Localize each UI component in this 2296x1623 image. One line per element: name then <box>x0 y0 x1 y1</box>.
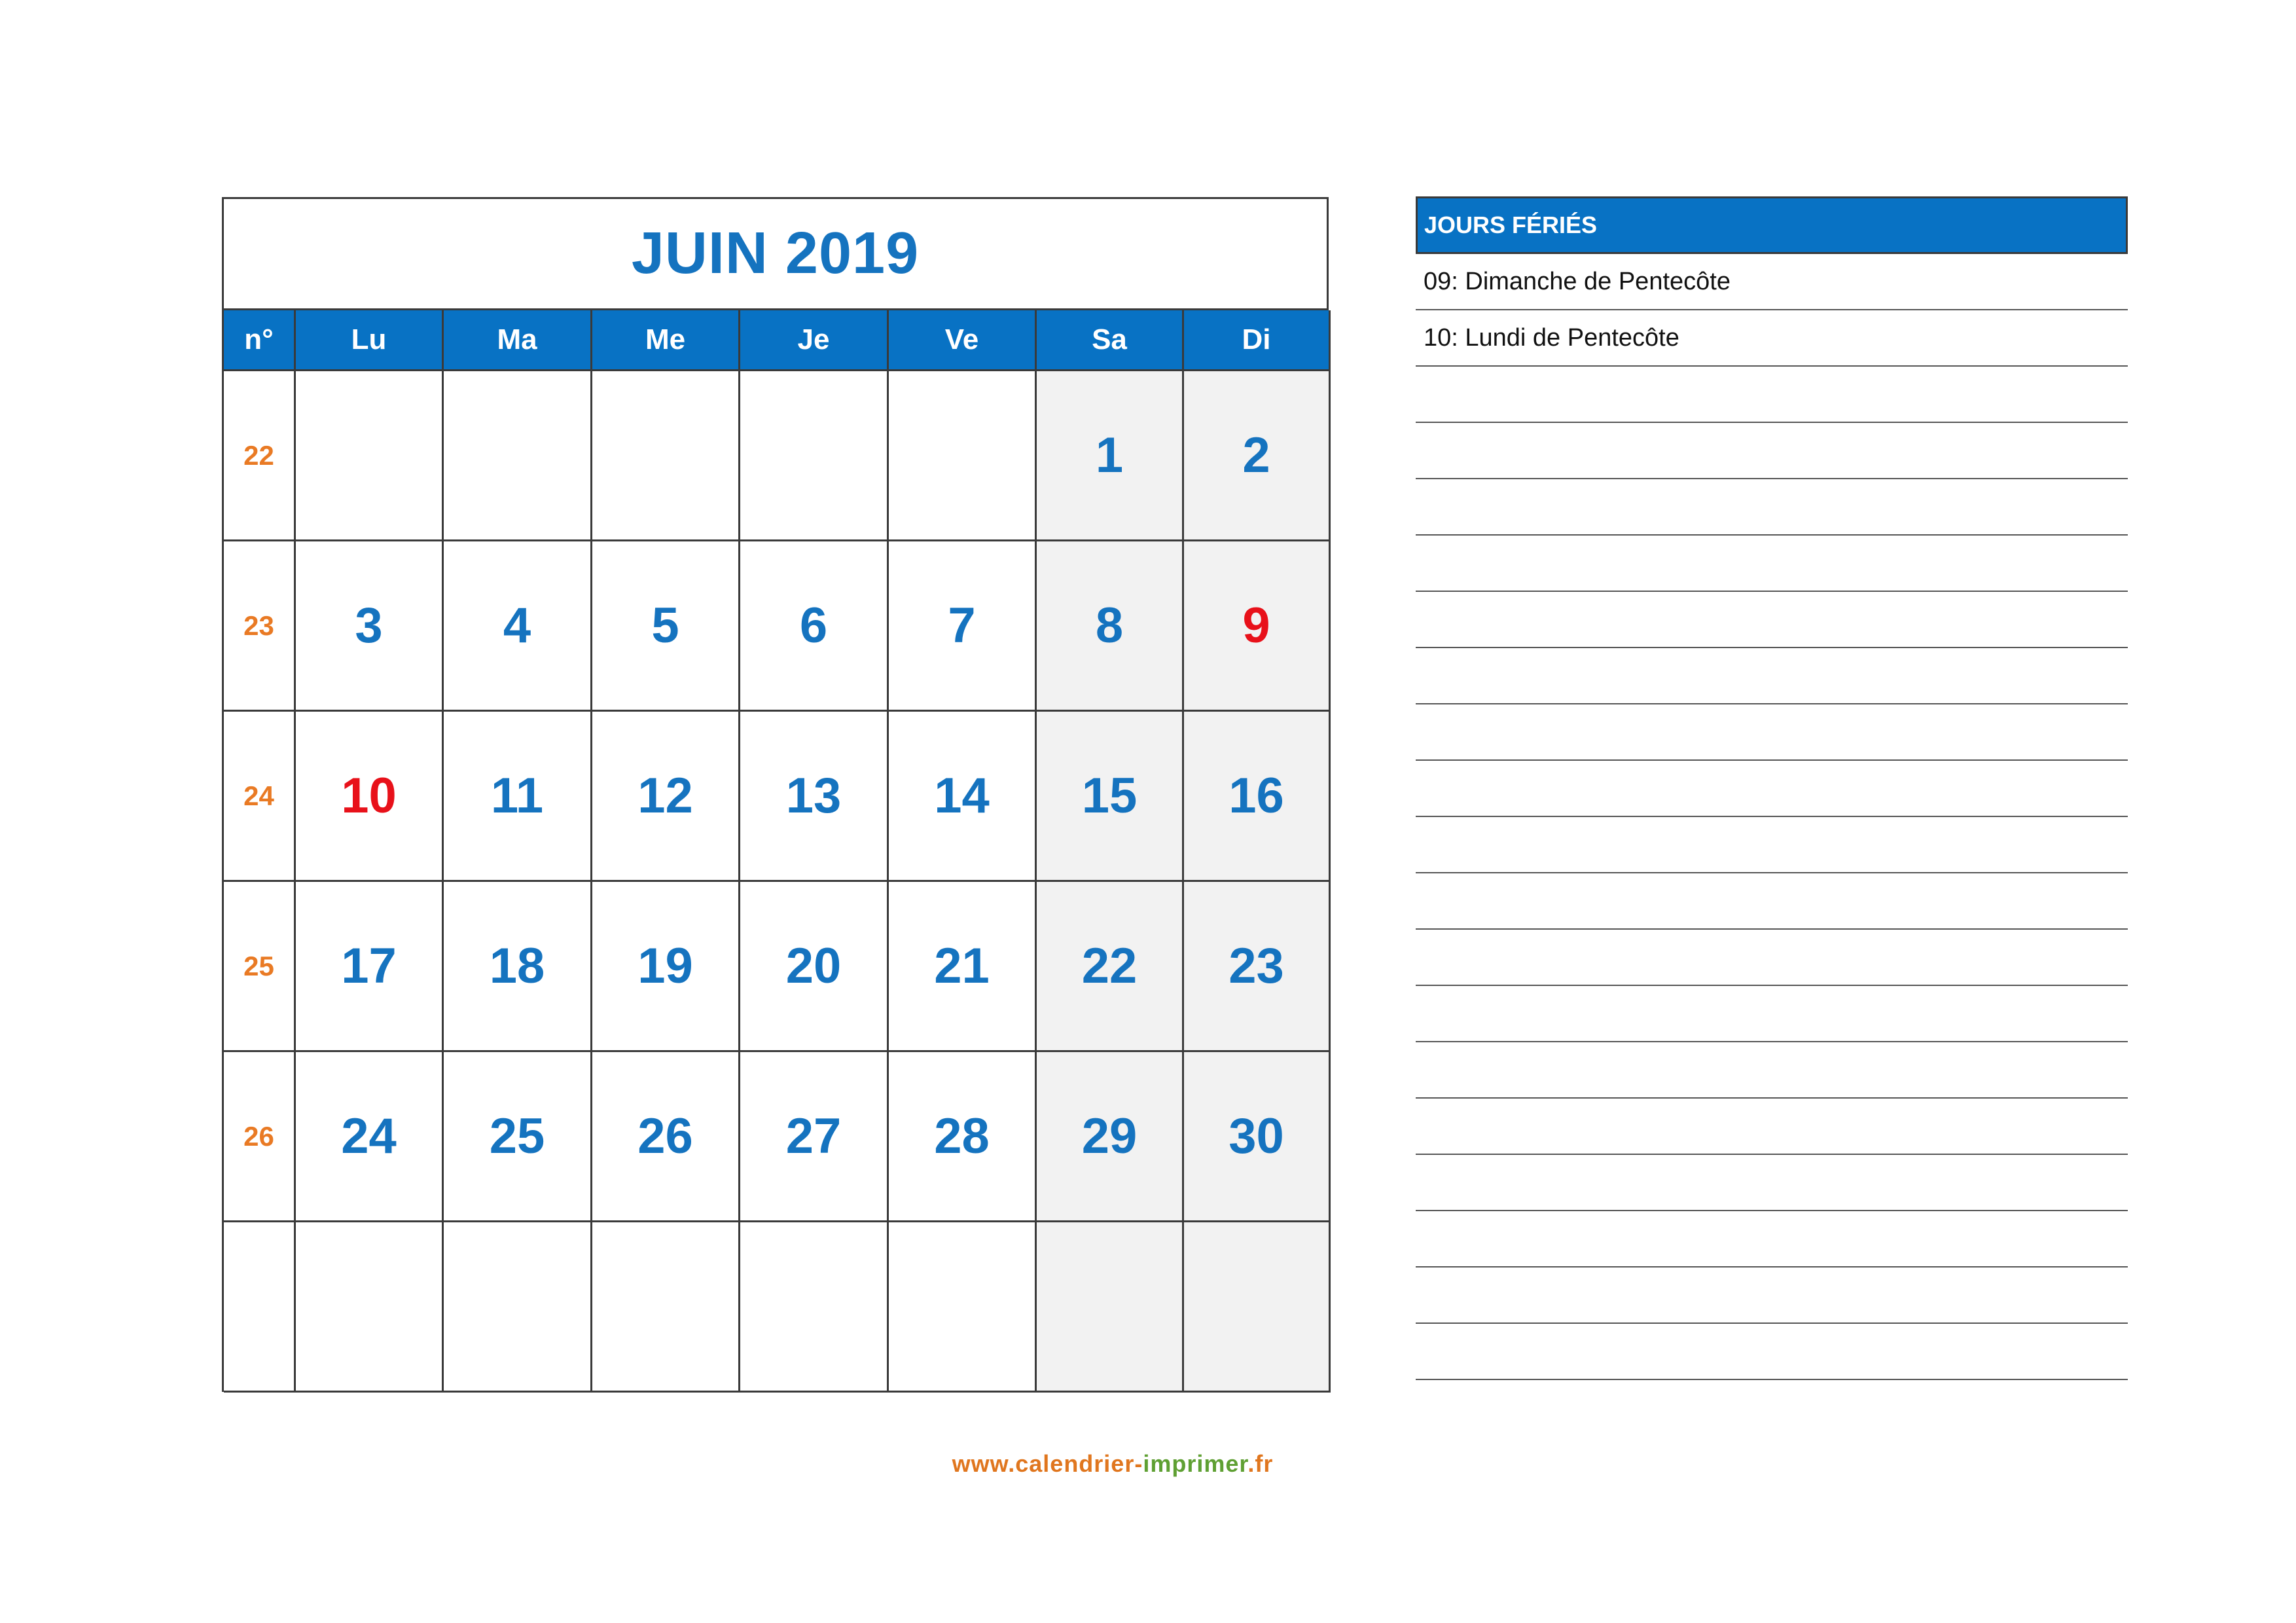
holiday-blank-line <box>1416 986 2128 1042</box>
day-cell: 24 <box>296 1052 444 1222</box>
day-cell: 20 <box>740 882 889 1052</box>
day-cell: 19 <box>592 882 740 1052</box>
holiday-blank-line <box>1416 423 2128 479</box>
day-cell: 29 <box>1037 1052 1184 1222</box>
holiday-blank-line <box>1416 1211 2128 1267</box>
weekday-header-3: Me <box>592 310 740 371</box>
holidays-header: JOURS FÉRIÉS <box>1416 196 2128 254</box>
holiday-blank-line <box>1416 704 2128 761</box>
day-cell: 12 <box>592 712 740 882</box>
holiday-blank-line <box>1416 648 2128 704</box>
day-cell <box>444 1222 592 1393</box>
holiday-blank-line <box>1416 536 2128 592</box>
day-cell: 6 <box>740 541 889 712</box>
day-cell <box>592 1222 740 1393</box>
footer-url[interactable] <box>0 1450 2225 1478</box>
footer-url-part3: .fr <box>1247 1450 1274 1477</box>
week-number: 26 <box>224 1052 296 1222</box>
holiday-blank-line <box>1416 367 2128 423</box>
day-cell: 8 <box>1037 541 1184 712</box>
holiday-blank-line <box>1416 761 2128 817</box>
weekday-header-1: Lu <box>296 310 444 371</box>
holiday-blank-line <box>1416 1155 2128 1211</box>
day-cell: 26 <box>592 1052 740 1222</box>
week-number: 23 <box>224 541 296 712</box>
holiday-item: 10: Lundi de Pentecôte <box>1416 310 2128 367</box>
week-number: 25 <box>224 882 296 1052</box>
week-number <box>224 1222 296 1393</box>
holiday-blank-line <box>1416 817 2128 873</box>
footer-url-part2: imprimer <box>1143 1450 1248 1477</box>
day-cell: 18 <box>444 882 592 1052</box>
weekday-header-4: Je <box>740 310 889 371</box>
day-cell: 30 <box>1184 1052 1331 1222</box>
calendar-title: JUIN 2019 <box>222 197 1329 308</box>
day-cell: 25 <box>444 1052 592 1222</box>
weekday-header-0: n° <box>224 310 296 371</box>
day-cell <box>740 1222 889 1393</box>
holiday-blank-line <box>1416 479 2128 536</box>
day-cell <box>1037 1222 1184 1393</box>
day-cell: 4 <box>444 541 592 712</box>
day-cell: 17 <box>296 882 444 1052</box>
holidays-list <box>1416 254 2128 1380</box>
day-cell <box>592 371 740 541</box>
holiday-item: 09: Dimanche de Pentecôte <box>1416 254 2128 310</box>
day-cell <box>889 371 1037 541</box>
calendar-grid <box>222 308 1329 1392</box>
day-cell: 27 <box>740 1052 889 1222</box>
day-cell: 22 <box>1037 882 1184 1052</box>
day-cell: 28 <box>889 1052 1037 1222</box>
day-cell: 13 <box>740 712 889 882</box>
day-cell: 21 <box>889 882 1037 1052</box>
day-cell: 5 <box>592 541 740 712</box>
week-number: 24 <box>224 712 296 882</box>
holiday-blank-line <box>1416 592 2128 648</box>
holiday-blank-line <box>1416 930 2128 986</box>
day-cell: 2 <box>1184 371 1331 541</box>
day-cell <box>296 1222 444 1393</box>
weekday-header-7: Di <box>1184 310 1331 371</box>
day-cell: 10 <box>296 712 444 882</box>
day-cell <box>296 371 444 541</box>
day-cell: 23 <box>1184 882 1331 1052</box>
weekday-header-2: Ma <box>444 310 592 371</box>
week-number: 22 <box>224 371 296 541</box>
weekday-header-5: Ve <box>889 310 1037 371</box>
holiday-blank-line <box>1416 1042 2128 1099</box>
holiday-blank-line <box>1416 1099 2128 1155</box>
day-cell: 16 <box>1184 712 1331 882</box>
day-cell: 7 <box>889 541 1037 712</box>
holiday-blank-line <box>1416 1267 2128 1324</box>
holiday-blank-line <box>1416 1324 2128 1380</box>
day-cell: 15 <box>1037 712 1184 882</box>
holiday-blank-line <box>1416 873 2128 930</box>
weekday-header-6: Sa <box>1037 310 1184 371</box>
day-cell: 3 <box>296 541 444 712</box>
footer-url-part1: www.calendrier- <box>952 1450 1143 1477</box>
day-cell: 14 <box>889 712 1037 882</box>
day-cell <box>740 371 889 541</box>
day-cell: 9 <box>1184 541 1331 712</box>
day-cell <box>444 371 592 541</box>
day-cell: 1 <box>1037 371 1184 541</box>
day-cell: 11 <box>444 712 592 882</box>
day-cell <box>1184 1222 1331 1393</box>
day-cell <box>889 1222 1037 1393</box>
